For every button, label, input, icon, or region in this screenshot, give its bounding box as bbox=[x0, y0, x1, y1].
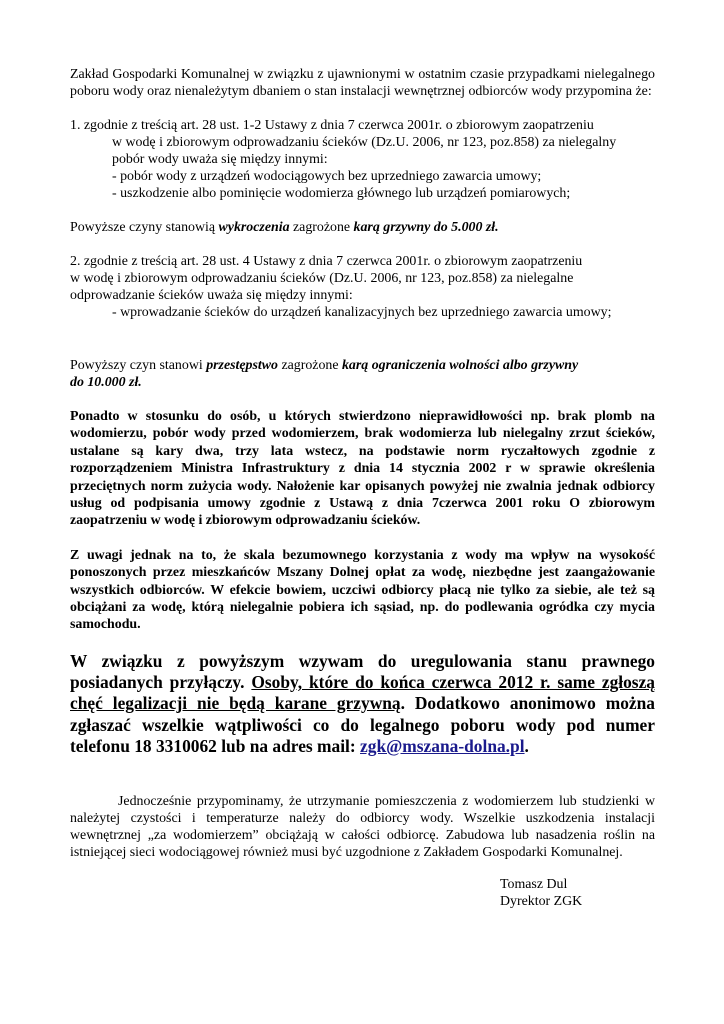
email-link[interactable]: zgk@mszana-dolna.pl bbox=[360, 736, 525, 757]
section-2-line-3: odprowadzanie ścieków uważa się między innymi: bbox=[70, 288, 353, 303]
penalty-1-offense: wykroczenia bbox=[218, 220, 290, 235]
penalty-2-fine-amount: do 10.000 zł. bbox=[70, 375, 142, 390]
penalty-2-fine: karą ograniczenia wolności albo grzywny bbox=[341, 358, 579, 373]
penalty-2 bbox=[70, 357, 655, 391]
section-2-line-1: 2. zgodnie z treścią art. 28 ust. 4 Ustawy z dnia 7 czerwca 2001r. o zbiorowym zaopatrzeniu bbox=[70, 254, 583, 269]
call-text-2: . Dodatkowo anonimowo można zgłaszać wszelkie wątpliwości co do legalnego poboru wody pod numer telefonu 18 3310062 lub na adres mail: bbox=[70, 693, 655, 757]
section-1-line-2: w wodę i zbiorowym odprowadzaniu ścieków (Dz.U. 2006, nr 123, poz.858) za nielegalny bbox=[112, 135, 617, 150]
section-1-line-1: 1. zgodnie z treścią art. 28 ust. 1-2 Ustawy z dnia 7 czerwca 2001r. o zbiorowym zaopatrzeniu bbox=[70, 118, 594, 133]
intro-paragraph: Zakład Gospodarki Komunalnej w związku z ujawnionymi w ostatnim czasie przypadkami nielegalnego poboru wody oraz nienależytym dbaniem o stan instalacji wewnętrznej odbiorców wody przypomina że: bbox=[70, 67, 655, 99]
penalty-1 bbox=[70, 219, 655, 236]
section-1-line-3: pobór wody uważa się między innymi: bbox=[112, 152, 328, 167]
penalty-1-text: Powyższe czyny stanowią bbox=[70, 220, 219, 235]
community-paragraph: Z uwagi jednak na to, że skala bezumownego korzystania z wody ma wpływ na wysokość ponoszonych przez mieszkańców Mszany Dolnej opłat za wodę, niezbędne jest zaangażowanie wszystkich odbiorców. W efekcie bowiem, uczciwi odbiorcy płacą nie tylko za siebie, ale też są obciążani za wodę, którą nielegalnie pobiera ich sąsiad, np. do podlewania ogródka czy mycia samochodu. bbox=[70, 547, 655, 633]
penalty-2-offense: przestępstwo bbox=[206, 358, 278, 373]
call-end: . bbox=[524, 736, 529, 757]
penalty-2-text: Powyższy czyn stanowi bbox=[70, 358, 207, 373]
section-2 bbox=[70, 253, 655, 321]
penalty-1-fine: karą grzywny do 5.000 zł. bbox=[353, 220, 499, 235]
penalty-2-mid: zagrożone bbox=[277, 358, 342, 373]
call-amnesty-text: Osoby, które do końca czerwca 2012 r. same zgłoszą chęć legalizacji nie będą karane grzywną bbox=[70, 672, 655, 714]
section-1-bullet-2: - uszkodzenie albo pominięcie wodomierza głównego lub urządzeń pomiarowych; bbox=[112, 186, 571, 201]
document-body bbox=[70, 66, 655, 861]
penalty-details-paragraph: Ponadto w stosunku do osób, u których stwierdzono nieprawidłowości np. brak plomb na wodomierzu, pobór wody przed wodomierzem, brak wodomierza lub nielegalny zrzut ścieków, ustalane są kary dwa, trzy lata wstecz, na podstawie norm ryczałtowych zgodnie z rozporządzeniem Ministra Infrastruktury z dnia 14 stycznia 2002 r w sprawie określenia przeciętnych norm zużycia wody. Nałożenie kar opisanych powyżej nie zwalnia jednak odbiorcy usług od podpisania umowy zgodnie z Ustawą z dnia 7czerwca 2001 roku O zbiorowym zaopatrzeniu w wodę i zbiorowym odprowadzaniu ścieków. bbox=[70, 409, 655, 529]
section-2-bullet-1: - wprowadzanie ścieków do urządzeń kanalizacyjnych bez uprzedniego zawarcia umowy; bbox=[112, 305, 612, 320]
call-text-1: W związku z powyższym wzywam do uregulowania stanu prawnego posiadanych przyłączy. bbox=[70, 650, 655, 693]
section-2-line-2: w wodę i zbiorowym odprowadzaniu ścieków (Dz.U. 2006, nr 123, poz.858) za nielegalne bbox=[70, 271, 574, 286]
signature-block bbox=[500, 876, 582, 910]
signature-name: Tomasz Dul bbox=[500, 877, 568, 892]
section-1-bullet-1: - pobór wody z urządzeń wodociągowych bez uprzedniego zawarcia umowy; bbox=[112, 169, 542, 184]
signature-title: Dyrektor ZGK bbox=[500, 894, 583, 909]
closing-paragraph: Jednocześnie przypominamy, że utrzymanie pomieszczenia z wodomierzem lub studzienki w należytej czystości i temperaturze należy do odbiorcy wody. Wszelkie uszkodzenia instalacji wewnętrznej „za wodomierzem” obciążają w całości odbiorcę. Zabudowa lub nasadzenia roślin na istniejącej sieci wodociągowej również musi być uzgodnione z Zakładem Gospodarki Komunalnej. bbox=[70, 794, 655, 861]
call-to-action-paragraph bbox=[70, 651, 655, 757]
section-1 bbox=[70, 117, 655, 202]
penalty-1-mid: zagrożone bbox=[289, 220, 354, 235]
